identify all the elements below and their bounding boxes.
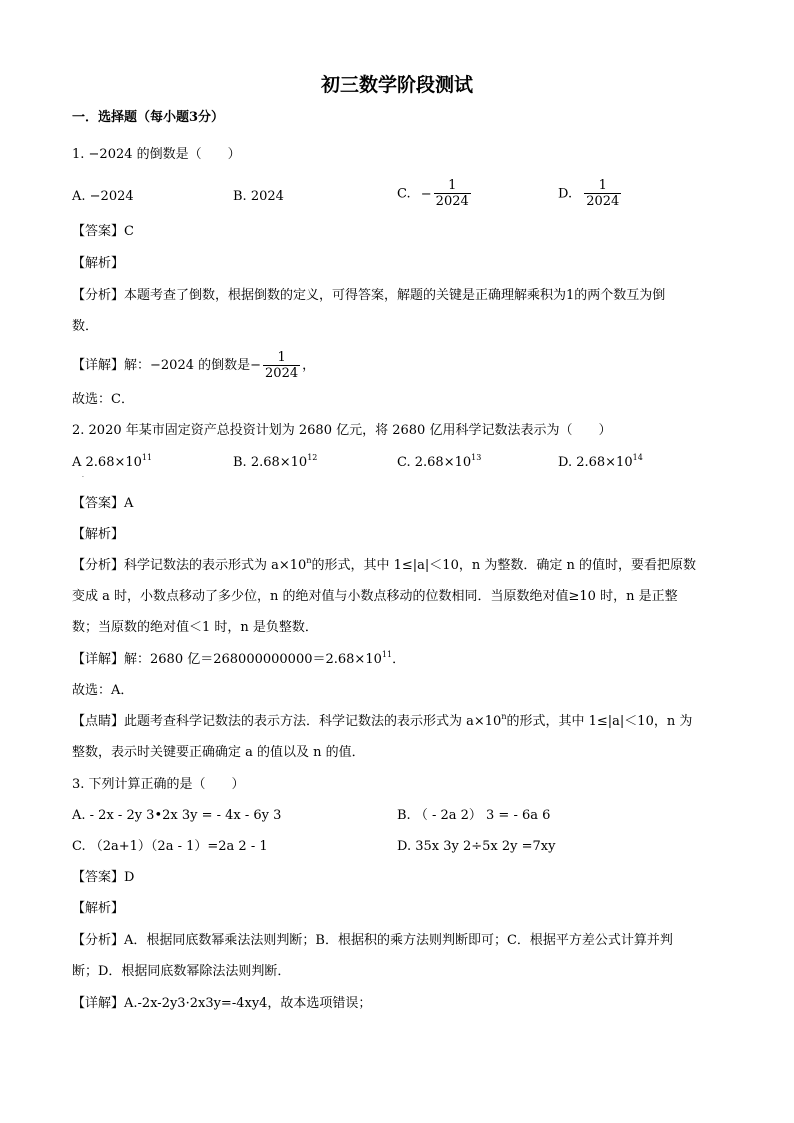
option-text: D. 2.68×10 — [558, 455, 633, 470]
q1-detail-fraction — [263, 350, 300, 382]
q2-analysis-line-2: 变成 a 时，小数点移动了多少位，n 的绝对值与小数点移动的位数相同．当原数绝对值≥10 时，n 是正整 — [72, 589, 678, 604]
q3-jiexi-label: 【解析】 — [72, 901, 125, 916]
q1-stem: 1. −2024 的倒数是（ ） — [72, 147, 241, 162]
q1-option-d — [558, 178, 623, 210]
detail-text-end: ． — [392, 652, 406, 667]
fraction-numerator: 1 — [598, 178, 607, 193]
option-text: C. 2.68×10 — [397, 455, 472, 470]
detail-tag: 【详解】 — [72, 358, 125, 373]
q3-answer: 【答案】D — [72, 870, 135, 885]
analysis-text: 科学记数法的表示形式为 a×10 — [124, 558, 307, 573]
analysis-text-cont: 的形式，其中 1≤|a|＜10，n 为整数．确定 n 的值时，要看把原数 — [311, 558, 696, 573]
point-text-cont: 的形式，其中 1≤|a|＜10，n 为 — [506, 714, 693, 729]
detail-text: 解：2680 亿＝268000000000＝2.68×10 — [124, 652, 382, 667]
q3-analysis-line-2: 断；D．根据同底数幂除法法则判断． — [72, 964, 291, 979]
q1-analysis-line-2: 数． — [72, 319, 99, 334]
q1-jiexi-label: 【解析】 — [72, 256, 125, 271]
detail-text: 解：−2024 的倒数是− — [124, 358, 262, 373]
option-exponent: 11 — [141, 453, 153, 462]
detail-text: A.-2x-2y3·2x3y=-4xy4，故本选项错误； — [124, 996, 372, 1011]
option-text: A 2.68×10 — [72, 455, 142, 470]
q3-option-d: D. 35x 3y 2÷5x 2y =7xy — [397, 839, 556, 854]
q1-option-b: B. 2024 — [233, 189, 284, 204]
q2-analysis-line-3: 数；当原数的绝对值＜1 时，n 是负整数． — [72, 620, 318, 635]
fraction-denominator: 2024 — [586, 194, 620, 209]
q2-answer: 【答案】A — [72, 496, 134, 511]
q1-answer: 【答案】C — [72, 224, 134, 239]
fraction-denominator: 2024 — [435, 194, 469, 209]
fraction-numerator: 1 — [448, 178, 457, 193]
q1-detail — [72, 346, 732, 386]
q2-point-line-2: 整数，表示时关键要正确确定 a 的值以及 n 的值． — [72, 745, 365, 760]
analysis-text: 本题考查了倒数，根据倒数的定义，可得答案，解题的关键是正确理解乘积为1的两个数互为倒 — [124, 288, 666, 303]
detail-exponent: 11 — [381, 650, 393, 659]
q2-detail — [72, 651, 732, 669]
stray-dot: · — [82, 474, 84, 481]
q2-option-b — [233, 454, 317, 472]
detail-tag: 【详解】 — [72, 652, 125, 667]
point-text: 此题考查科学记数法的表示方法．科学记数法的表示形式为 a×10 — [124, 714, 502, 729]
analysis-text: A．根据同底数幂乘法法则判断；B．根据积的乘方法则判断即可；C．根据平方差公式计算并判 — [124, 933, 673, 948]
analysis-tag: 【分析】 — [72, 288, 125, 303]
q3-option-c: C. （2a+1）（2a - 1）=2a 2 - 1 — [72, 839, 268, 854]
option-exponent: 12 — [307, 453, 318, 462]
option-exponent: 14 — [632, 453, 643, 462]
q1-option-c-fraction — [434, 178, 471, 210]
analysis-tag: 【分析】 — [72, 558, 125, 573]
detail-text-end: ， — [302, 358, 316, 373]
q3-stem: 3. 下列计算正确的是（ ） — [72, 777, 245, 792]
q1-choose: 故选：C． — [72, 392, 134, 407]
analysis-tag: 【分析】 — [72, 933, 125, 948]
q2-option-a — [72, 454, 152, 472]
q3-option-b: B. （ - 2a 2） 3 = - 6a 6 — [397, 808, 551, 823]
q2-choose: 故选：A． — [72, 683, 134, 698]
analysis-exponent: n — [306, 556, 312, 565]
q3-detail — [72, 995, 732, 1013]
q2-option-d — [558, 454, 643, 472]
detail-tag: 【详解】 — [72, 996, 125, 1011]
point-exponent: n — [501, 712, 507, 721]
q1-option-c-label: C. — [397, 186, 411, 202]
fraction-numerator: 1 — [277, 349, 286, 365]
q2-point-line-1 — [72, 713, 732, 731]
section-heading: 一．选择题（每小题3分） — [72, 110, 225, 125]
option-text: B. 2.68×10 — [233, 455, 308, 470]
page-title: 初三数学阶段测试 — [320, 74, 473, 96]
point-tag: 【点睛】 — [72, 714, 125, 729]
q2-option-c — [397, 454, 481, 472]
q1-option-c — [397, 178, 473, 210]
q3-option-a: A. - 2x - 2y 3•2x 3y = - 4x - 6y 3 — [72, 808, 282, 823]
q3-analysis-line-1 — [72, 932, 732, 950]
fraction-denominator: 2024 — [265, 365, 299, 381]
q1-option-d-fraction — [584, 178, 621, 210]
q1-option-a: A. −2024 — [72, 189, 134, 204]
q2-jiexi-label: 【解析】 — [72, 527, 125, 542]
q1-option-d-label: D. — [558, 186, 573, 202]
q1-option-c-sign: − — [420, 186, 432, 202]
q2-stem: 2. 2020 年某市固定资产总投资计划为 2680 亿元，将 2680 亿用科学记数法表示为（ ） — [72, 423, 612, 438]
option-exponent: 13 — [471, 453, 482, 462]
q2-analysis-line-1 — [72, 557, 732, 575]
q1-analysis-line-1 — [72, 287, 732, 305]
